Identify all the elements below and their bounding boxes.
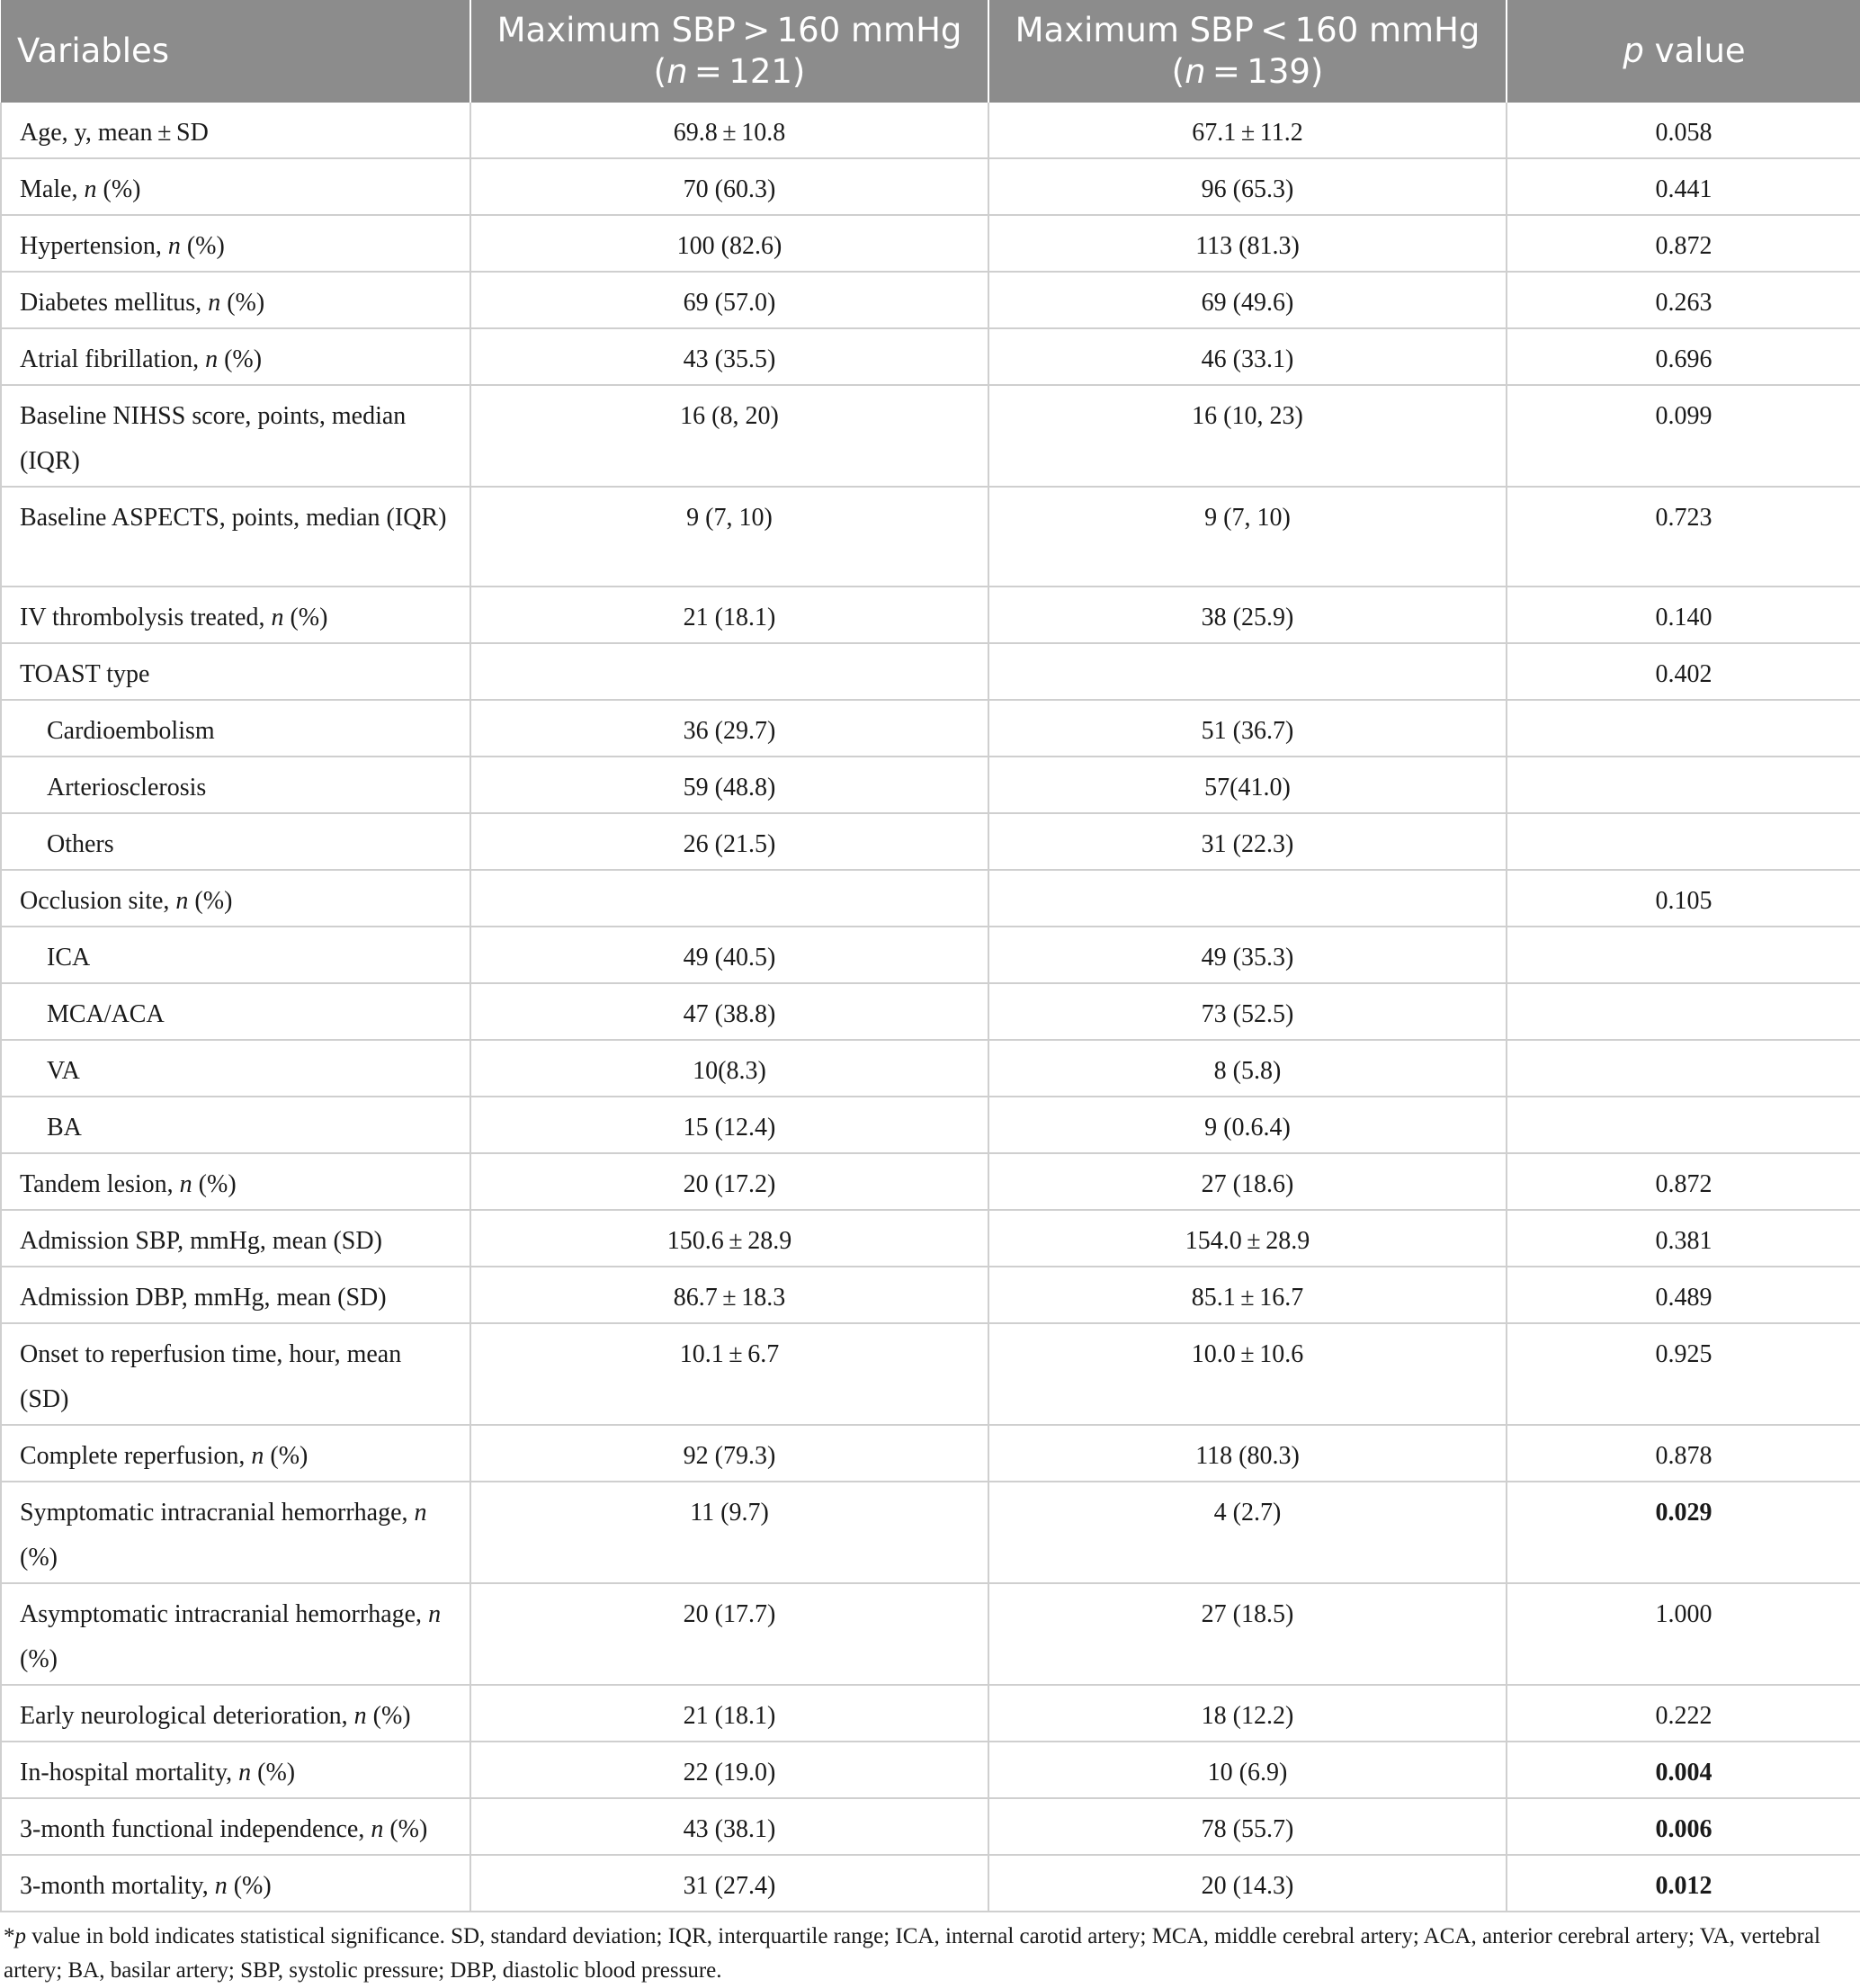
p-value-cell: 0.029 bbox=[1507, 1482, 1860, 1583]
sbp-above-160-cell: 69.8 ± 10.8 bbox=[470, 103, 988, 158]
variable-cell: Atrial fibrillation, n (%) bbox=[1, 328, 470, 385]
sbp-below-160-cell: 46 (33.1) bbox=[988, 328, 1507, 385]
table-row bbox=[1, 272, 1860, 328]
sbp-above-160-cell: 22 (19.0) bbox=[470, 1742, 988, 1798]
sbp-above-160-cell: 59 (48.8) bbox=[470, 757, 988, 813]
sbp-above-160-cell: 150.6 ± 28.9 bbox=[470, 1210, 988, 1267]
p-value-cell bbox=[1507, 927, 1860, 983]
sbp-below-160-cell: 8 (5.8) bbox=[988, 1040, 1507, 1097]
table-row bbox=[1, 1482, 1860, 1583]
p-value-cell: 0.872 bbox=[1507, 215, 1860, 272]
sbp-below-160-cell bbox=[988, 643, 1507, 700]
sbp-above-160-cell: 47 (38.8) bbox=[470, 983, 988, 1040]
sbp-below-160-cell: 10 (6.9) bbox=[988, 1742, 1507, 1798]
sbp-above-160-cell: 15 (12.4) bbox=[470, 1097, 988, 1153]
table-body bbox=[1, 103, 1860, 1912]
table-row bbox=[1, 813, 1860, 870]
table-row bbox=[1, 158, 1860, 215]
sbp-below-160-cell: 18 (12.2) bbox=[988, 1685, 1507, 1742]
variable-cell: In-hospital mortality, n (%) bbox=[1, 1742, 470, 1798]
variable-cell: Baseline ASPECTS, points, median (IQR) bbox=[1, 487, 470, 587]
p-value-cell: 1.000 bbox=[1507, 1583, 1860, 1685]
sbp-below-160-cell: 154.0 ± 28.9 bbox=[988, 1210, 1507, 1267]
table-row bbox=[1, 700, 1860, 757]
variable-cell: BA bbox=[1, 1097, 470, 1153]
table-row bbox=[1, 1323, 1860, 1425]
p-value-cell: 0.140 bbox=[1507, 587, 1860, 643]
table-footnote: *p value in bold indicates statistical significance. SD, standard deviation; IQR, interquartile range; ICA, internal carotid artery; MCA, middle cerebral artery; ACA, anterior cerebral artery; VA, vertebral artery; BA, basilar artery; SBP, systolic pressure; DBP, diastolic blood pressure. bbox=[4, 1924, 1820, 1983]
sbp-above-160-cell: 10(8.3) bbox=[470, 1040, 988, 1097]
sbp-above-160-cell: 49 (40.5) bbox=[470, 927, 988, 983]
table-row bbox=[1, 215, 1860, 272]
variable-cell: MCA/ACA bbox=[1, 983, 470, 1040]
sbp-below-160-cell: 85.1 ± 16.7 bbox=[988, 1267, 1507, 1323]
p-value-cell bbox=[1507, 813, 1860, 870]
sbp-below-160-cell: 51 (36.7) bbox=[988, 700, 1507, 757]
p-value-cell: 0.723 bbox=[1507, 487, 1860, 587]
sbp-above-160-cell: 92 (79.3) bbox=[470, 1425, 988, 1482]
p-value-cell: 0.878 bbox=[1507, 1425, 1860, 1482]
sbp-above-160-cell: 16 (8, 20) bbox=[470, 385, 988, 487]
sbp-above-160-cell: 21 (18.1) bbox=[470, 1685, 988, 1742]
sbp-below-160-cell: 9 (0.6.4) bbox=[988, 1097, 1507, 1153]
table-row bbox=[1, 1153, 1860, 1210]
variable-cell: Early neurological deterioration, n (%) bbox=[1, 1685, 470, 1742]
sbp-above-160-cell bbox=[470, 643, 988, 700]
variable-cell: Asymptomatic intracranial hemorrhage, n (%) bbox=[1, 1583, 470, 1685]
header-sbp-below-160: Maximum SBP < 160 mmHg (n = 139) bbox=[988, 0, 1507, 103]
sbp-above-160-cell: 11 (9.7) bbox=[470, 1482, 988, 1583]
sbp-below-160-cell: 31 (22.3) bbox=[988, 813, 1507, 870]
variable-cell: Onset to reperfusion time, hour, mean (SD) bbox=[1, 1323, 470, 1425]
table-row bbox=[1, 1583, 1860, 1685]
variable-cell: IV thrombolysis treated, n (%) bbox=[1, 587, 470, 643]
p-value-cell bbox=[1507, 1040, 1860, 1097]
sbp-below-160-cell bbox=[988, 870, 1507, 927]
sbp-above-160-cell: 10.1 ± 6.7 bbox=[470, 1323, 988, 1425]
sbp-above-160-cell: 86.7 ± 18.3 bbox=[470, 1267, 988, 1323]
table-header bbox=[1, 0, 1860, 103]
sbp-above-160-cell: 36 (29.7) bbox=[470, 700, 988, 757]
variable-cell: Tandem lesion, n (%) bbox=[1, 1153, 470, 1210]
p-value-cell: 0.012 bbox=[1507, 1855, 1860, 1912]
sbp-below-160-cell: 16 (10, 23) bbox=[988, 385, 1507, 487]
p-value-cell: 0.004 bbox=[1507, 1742, 1860, 1798]
variable-cell: Age, y, mean ± SD bbox=[1, 103, 470, 158]
variable-cell: ICA bbox=[1, 927, 470, 983]
variable-cell: Others bbox=[1, 813, 470, 870]
sbp-above-160-cell: 69 (57.0) bbox=[470, 272, 988, 328]
p-value-cell: 0.105 bbox=[1507, 870, 1860, 927]
variable-cell: Arteriosclerosis bbox=[1, 757, 470, 813]
variable-cell: Hypertension, n (%) bbox=[1, 215, 470, 272]
p-value-cell bbox=[1507, 757, 1860, 813]
sbp-below-160-cell: 118 (80.3) bbox=[988, 1425, 1507, 1482]
header-p-value: p value bbox=[1507, 0, 1860, 103]
variable-cell: Diabetes mellitus, n (%) bbox=[1, 272, 470, 328]
table-row bbox=[1, 983, 1860, 1040]
sbp-above-160-cell: 31 (27.4) bbox=[470, 1855, 988, 1912]
sbp-below-160-cell: 73 (52.5) bbox=[988, 983, 1507, 1040]
sbp-above-160-cell: 20 (17.2) bbox=[470, 1153, 988, 1210]
header-sbp-above-160: Maximum SBP > 160 mmHg (n = 121) bbox=[470, 0, 988, 103]
sbp-below-160-cell: 49 (35.3) bbox=[988, 927, 1507, 983]
sbp-above-160-cell: 9 (7, 10) bbox=[470, 487, 988, 587]
variable-cell: Admission DBP, mmHg, mean (SD) bbox=[1, 1267, 470, 1323]
variable-cell: Complete reperfusion, n (%) bbox=[1, 1425, 470, 1482]
table-row bbox=[1, 643, 1860, 700]
table-row bbox=[1, 487, 1860, 587]
table-row bbox=[1, 385, 1860, 487]
p-value-cell: 0.441 bbox=[1507, 158, 1860, 215]
sbp-below-160-cell: 67.1 ± 11.2 bbox=[988, 103, 1507, 158]
table-row bbox=[1, 1742, 1860, 1798]
p-value-cell: 0.099 bbox=[1507, 385, 1860, 487]
p-value-cell: 0.925 bbox=[1507, 1323, 1860, 1425]
p-value-cell bbox=[1507, 700, 1860, 757]
variable-cell: TOAST type bbox=[1, 643, 470, 700]
p-value-cell: 0.006 bbox=[1507, 1798, 1860, 1855]
p-value-cell: 0.872 bbox=[1507, 1153, 1860, 1210]
sbp-below-160-cell: 10.0 ± 10.6 bbox=[988, 1323, 1507, 1425]
variable-cell: Male, n (%) bbox=[1, 158, 470, 215]
table-row bbox=[1, 870, 1860, 927]
sbp-below-160-cell: 9 (7, 10) bbox=[988, 487, 1507, 587]
sbp-above-160-cell: 70 (60.3) bbox=[470, 158, 988, 215]
variable-cell: Baseline NIHSS score, points, median (IQR) bbox=[1, 385, 470, 487]
table-row bbox=[1, 1798, 1860, 1855]
sbp-above-160-cell: 100 (82.6) bbox=[470, 215, 988, 272]
variable-cell: 3-month mortality, n (%) bbox=[1, 1855, 470, 1912]
sbp-below-160-cell: 96 (65.3) bbox=[988, 158, 1507, 215]
sbp-above-160-cell: 26 (21.5) bbox=[470, 813, 988, 870]
p-value-cell: 0.402 bbox=[1507, 643, 1860, 700]
p-value-cell: 0.222 bbox=[1507, 1685, 1860, 1742]
variable-cell: VA bbox=[1, 1040, 470, 1097]
sbp-above-160-cell: 21 (18.1) bbox=[470, 587, 988, 643]
table-row bbox=[1, 103, 1860, 158]
sbp-above-160-cell: 43 (35.5) bbox=[470, 328, 988, 385]
sbp-below-160-cell: 27 (18.5) bbox=[988, 1583, 1507, 1685]
table-row bbox=[1, 927, 1860, 983]
table-row bbox=[1, 1097, 1860, 1153]
sbp-below-160-cell: 78 (55.7) bbox=[988, 1798, 1507, 1855]
variable-cell: Admission SBP, mmHg, mean (SD) bbox=[1, 1210, 470, 1267]
p-value-cell bbox=[1507, 1097, 1860, 1153]
sbp-above-160-cell: 20 (17.7) bbox=[470, 1583, 988, 1685]
variable-cell: 3-month functional independence, n (%) bbox=[1, 1798, 470, 1855]
sbp-above-160-cell bbox=[470, 870, 988, 927]
sbp-below-160-cell: 113 (81.3) bbox=[988, 215, 1507, 272]
table-row bbox=[1, 1267, 1860, 1323]
variable-cell: Occlusion site, n (%) bbox=[1, 870, 470, 927]
table-row bbox=[1, 757, 1860, 813]
header-variables: Variables bbox=[1, 0, 470, 103]
p-value-cell: 0.696 bbox=[1507, 328, 1860, 385]
sbp-above-160-cell: 43 (38.1) bbox=[470, 1798, 988, 1855]
variable-cell: Cardioembolism bbox=[1, 700, 470, 757]
variable-cell: Symptomatic intracranial hemorrhage, n (%) bbox=[1, 1482, 470, 1583]
sbp-below-160-cell: 69 (49.6) bbox=[988, 272, 1507, 328]
sbp-below-160-cell: 4 (2.7) bbox=[988, 1482, 1507, 1583]
p-value-cell: 0.263 bbox=[1507, 272, 1860, 328]
sbp-below-160-cell: 57(41.0) bbox=[988, 757, 1507, 813]
p-value-cell: 0.489 bbox=[1507, 1267, 1860, 1323]
table-row bbox=[1, 1855, 1860, 1912]
table-row bbox=[1, 587, 1860, 643]
p-value-cell: 0.381 bbox=[1507, 1210, 1860, 1267]
p-value-cell: 0.058 bbox=[1507, 103, 1860, 158]
sbp-below-160-cell: 20 (14.3) bbox=[988, 1855, 1507, 1912]
table-row bbox=[1, 328, 1860, 385]
table-row bbox=[1, 1425, 1860, 1482]
sbp-below-160-cell: 38 (25.9) bbox=[988, 587, 1507, 643]
p-value-cell bbox=[1507, 983, 1860, 1040]
table-row bbox=[1, 1040, 1860, 1097]
table-row bbox=[1, 1210, 1860, 1267]
sbp-below-160-cell: 27 (18.6) bbox=[988, 1153, 1507, 1210]
table-row bbox=[1, 1685, 1860, 1742]
